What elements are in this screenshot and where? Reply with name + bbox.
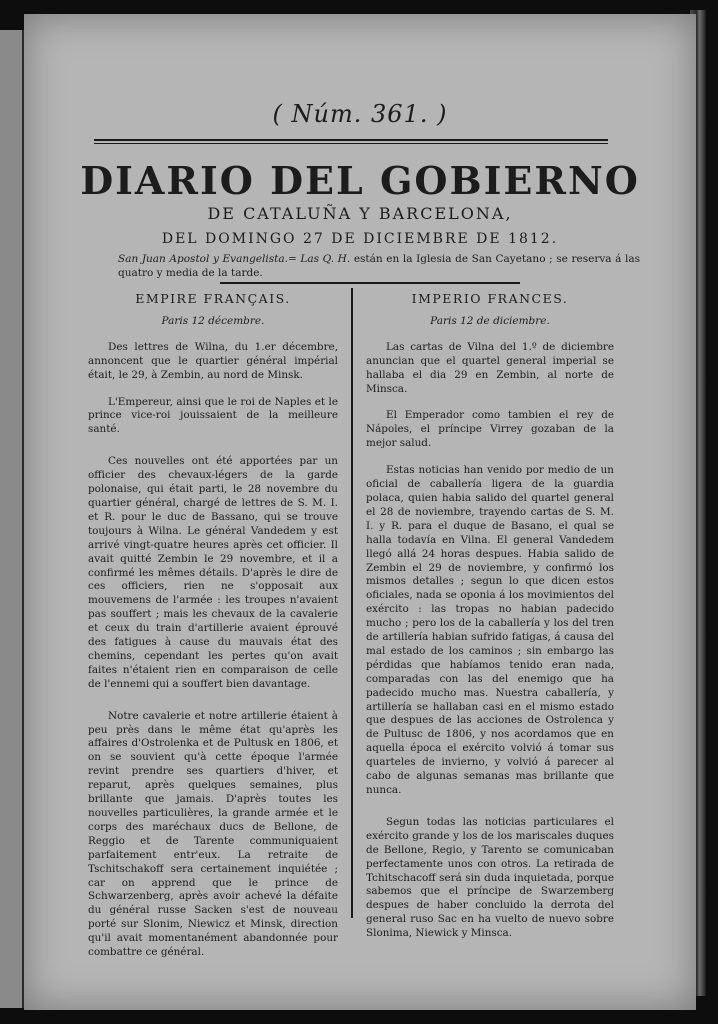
top-double-rule <box>94 139 608 141</box>
facing-page-edge <box>0 30 24 1008</box>
spanish-paragraph: Estas noticias han venido por medio de un oficial de caballería ligera de la guardia polaca, quien habia salido del quartel general el 28 de noviembre, trayendo cartas de S. M. I. y R. para el duque de Basano, el qual se halla todavía en Vilna. El general Vandedem llegó allá 24 horas despues. Habia salido de Zembin el 29 de noviembre, y confirmó los mismos detalles ; segun lo que dicen estos oficiales, nada se oponia á los movimientos del exército : las tropas no habian padecido mucho ; pero los de la caballería y los del tren de artillería habian sufrido fatigas, á causa del mal estado de los caminos ; sin embargo las pérdidas que habíamos tenido eran nada, comparadas con las del enemigo que ha padecido mucho mas. Nuestra caballería, y artillería se hallaban casi en el mismo estado que despues de las acciones de Ostrolenca y de Pultusc de 1806, y nos acordamos que en aquella época el exército volvió á tomar sus quarteles de invierno, y volvió á parecer al cabo de algunas semanas mas brillante que nunca. <box>366 464 614 796</box>
newspaper-title: DIARIO DEL GOBIERNO <box>80 158 640 203</box>
forty-hours-label: Las Q. H. <box>300 253 351 265</box>
spanish-column <box>366 292 614 954</box>
spanish-paragraph: El Emperador como tambien el rey de Nápoles, el príncipe Virrey gozaban de la mejor salud. <box>366 409 614 450</box>
saints-separator: = <box>287 253 297 265</box>
section-rule <box>220 282 520 284</box>
french-paragraph: Des lettres de Wilna, du 1.er décembre, annoncent que le quartier général impérial était, le 29, à Zembin, au nord de Minsk. <box>88 340 338 381</box>
issue-number: ( Núm. 361. ) <box>272 100 448 128</box>
saints-of-day: San Juan Apostol y Evangelista. <box>118 253 288 265</box>
french-paragraph: Ces nouvelles ont été apportées par un officier des chevaux-légers de la garde polonaise, qui était parti, le 28 novembre du quartier général, chargé de lettres de S. M. I. et R. pour le duc de Bassano, qui se trouve toujours à Wilna. Le général Vandedem y est arrivé vingt-quatre heures après cet officier. Il avait quitté Zembin le 29 novembre, et il a confirmé les mêmes détails. D'après le dire de ces officiers, rien ne s'opposait aux mouvemens de l'armée : les troupes n'avaient pas souffert ; mais les chevaux de la cavalerie et ceux du train d'artillerie avaient éprouvé des fatigues à cause du mauvais état des chemins, cependant les pertes qu'on avait faites n'étaient rien en comparaison de celle de l'ennemi qui a souffert bien davantage. <box>88 455 338 690</box>
spanish-paragraph: Las cartas de Vilna del 1.º de diciembre anuncian que el quartel general imperial se hallaba el dia 29 en Zembin, al norte de Minsca. <box>366 340 614 395</box>
issue-date: DEL DOMINGO 27 DE DICIEMBRE DE 1812. <box>161 231 559 247</box>
french-column <box>88 292 338 973</box>
saints-notice <box>118 252 640 280</box>
forty-hours-location: están en la Iglesia de San Cayetano ; se reserva á las quatro y media de la tarde. <box>118 253 641 279</box>
spanish-heading: IMPERIO FRANCES. <box>411 291 569 306</box>
french-dateline: Paris 12 décembre. <box>161 314 265 327</box>
french-paragraph: Notre cavalerie et notre artillerie étaient à peu près dans le même état qu'après les affaires d'Ostrolenka et de Pultusk en 1806, et on se souvient qu'à cette époque l'armée revint prendre ses quartiers d'hiver, et reparut, après quelques semaines, plus brillante que jamais. D'après toutes les nouvelles particulières, la grande armée et le corps des maréchaux ducs de Bellone, de Reggio et de Tarente communiquaient parfaitement entr'eux. La retraite de Tschitschakoff sera certainement inquiétée ; car on apprend que le prince de Schwarzenberg, après avoir achevé la défaite du général russe Sacken s'est de nouveau porté sur Slonim, Niewicz et Minsk, direction qu'il avait momentanément abandonnée pour combattre ce général. <box>88 709 338 959</box>
newspaper-subtitle: DE CATALUÑA Y BARCELONA, <box>207 204 513 223</box>
top-double-rule-inner <box>94 143 608 144</box>
french-paragraph: L'Empereur, ainsi que le roi de Naples et le prince vice-roi jouissaient de la meilleure santé. <box>88 395 338 436</box>
column-divider <box>351 288 353 918</box>
spanish-dateline: Paris 12 de diciembre. <box>430 314 550 327</box>
french-heading: EMPIRE FRANÇAIS. <box>135 291 291 306</box>
spanish-paragraph: Segun todas las noticias particulares el exército grande y los de los mariscales duques de Bellone, Regio, y Tarento se comunicaban perfectamente unos con otros. La retirada de Tchitschacoff será sin duda inquietada, porque sabemos que el príncipe de Swarzemberg despues de haber concluido la derrota del general ruso Sac en ha vuelto de nuevo sobre Slonima, Niewick y Minsca. <box>366 815 614 940</box>
